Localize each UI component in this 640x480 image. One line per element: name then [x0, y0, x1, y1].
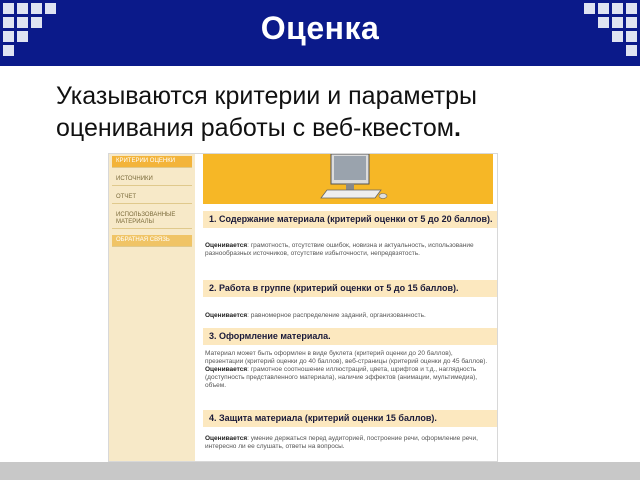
slide-body-text [56, 80, 596, 144]
nav-item-report[interactable]: ОТЧЕТ [112, 192, 192, 204]
section-lead-teamwork: Оценивается [205, 312, 248, 319]
section-text-teamwork [205, 312, 491, 320]
nav-item-feedback[interactable]: ОБРАТНАЯ СВЯЗЬ [112, 235, 192, 247]
hero-banner [203, 154, 493, 204]
section-title-teamwork: 2. Работа в группе (критерий оценки от 5 до 15 баллов). [203, 280, 498, 297]
webquest-page-screenshot [108, 153, 498, 462]
section-body-design: Материал может быть оформлен в виде буклета (критерий оценки до 20 баллов), презентации (критерий оценки до 40 баллов), веб-страницы (критерий оценки до 45 баллов). [205, 350, 488, 365]
section-title-defense: 4. Защита материала (критерий оценки 15 баллов). [203, 410, 498, 427]
webquest-side-nav [109, 154, 195, 461]
section-lead-design: Оценивается [205, 366, 248, 373]
section-title-design: 3. Оформление материала. [203, 328, 498, 345]
slide-body-sentence: Указываются критерии и параметры оценивания работы с веб-квестом [56, 82, 477, 142]
nav-item-sources[interactable]: ИСТОЧНИКИ [112, 174, 192, 186]
section-body-content: : грамотность, отсутствие ошибок, новизна и актуальность, использование разнообразных источников, отсутствие избыточности, непредвзятость. [205, 242, 474, 257]
footer-strip [0, 462, 640, 480]
section-lead-defense: Оценивается [205, 435, 248, 442]
section-title-content: 1. Содержание материала (критерий оценки от 5 до 20 баллов). [203, 211, 498, 228]
section-text-design [205, 350, 491, 390]
section-lead-content: Оценивается [205, 242, 248, 249]
section-body-teamwork: : равномерное распределение заданий, организованность. [247, 312, 426, 319]
section-body-design-2: : грамотное соотношение иллюстраций, цвета, шрифтов и т.д., наглядность (доступность представленного материала), наличие эффектов (анимации, мультимедиа), объем. [205, 366, 478, 389]
slide-header [0, 0, 640, 66]
computer-monitor-icon [303, 154, 393, 204]
slide-title: Оценка [260, 10, 380, 46]
slide-body-period: . [453, 114, 461, 142]
section-text-content [205, 242, 491, 258]
section-text-defense [205, 435, 491, 451]
nav-item-criteria[interactable]: КРИТЕРИИ ОЦЕНКИ [112, 156, 192, 168]
webquest-content [199, 154, 497, 461]
section-body-defense: : умение держаться перед аудиторией, построение речи, оформление речи, интересно ли ее слушать, ответы на вопросы. [205, 435, 478, 450]
nav-item-used-materials[interactable]: ИСПОЛЬЗОВАННЫЕ МАТЕРИАЛЫ [112, 210, 192, 229]
decorative-squares-right [570, 0, 640, 66]
